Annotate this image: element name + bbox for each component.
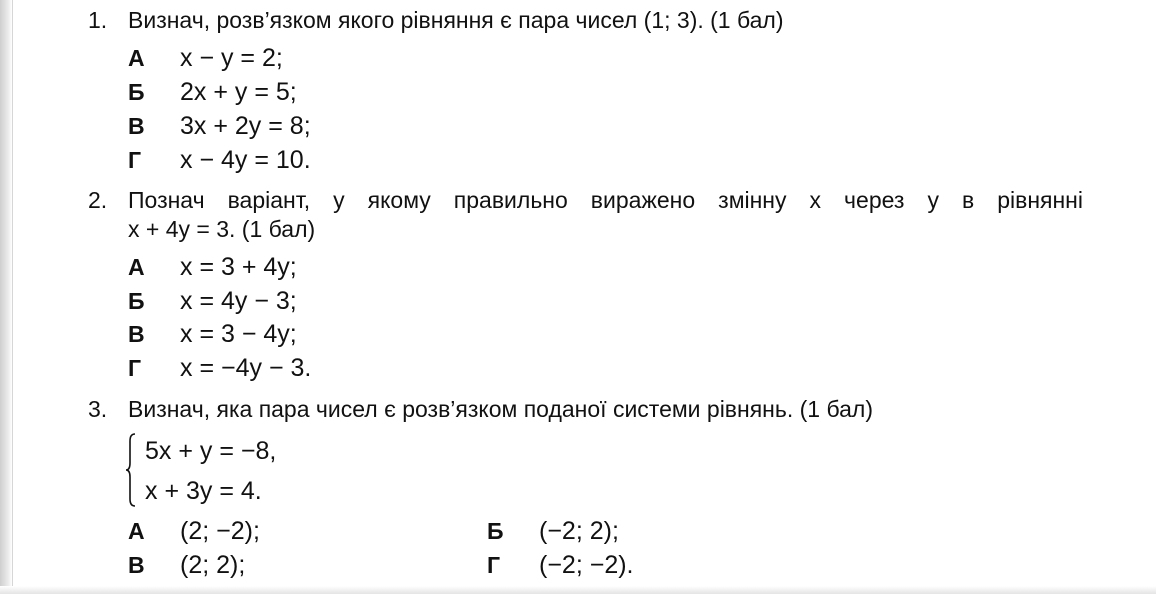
option-letter: Б — [128, 288, 145, 314]
option-text: x = 3 − 4y; — [180, 320, 297, 348]
option-text: (2; 2); — [180, 551, 246, 579]
option-text: 2x + y = 5; — [180, 78, 297, 106]
option-text: x = 3 + 4y; — [180, 253, 297, 281]
option-letter: В — [128, 113, 145, 139]
question-1-prompt: Визнач, розв’язком якого рівняння є пара чисел (1; 3). (1 бал) — [128, 7, 784, 33]
option-letter: А — [128, 518, 145, 544]
option-letter: А — [128, 254, 145, 280]
page-gutter-line — [12, 0, 13, 594]
question-2-heading — [88, 185, 1083, 215]
question-3-heading — [88, 394, 873, 424]
question-1-number: 1. — [88, 7, 108, 33]
option-letter: А — [128, 45, 145, 71]
question-1-heading — [88, 5, 784, 35]
option-letter: В — [128, 321, 145, 347]
option-text: 3x + 2y = 8; — [180, 112, 311, 140]
option-text: (−2; 2); — [539, 517, 619, 545]
option-letter: Б — [128, 79, 145, 105]
option-letter: Б — [487, 518, 504, 544]
option-text: x − y = 2; — [180, 44, 283, 72]
option-text: x = 4y − 3; — [180, 287, 297, 315]
option-text: x − 4y = 10. — [180, 146, 311, 174]
question-2-number: 2. — [88, 187, 108, 213]
option-text: (2; −2); — [180, 517, 260, 545]
option-text: (−2; −2). — [539, 551, 634, 579]
option-letter: Г — [128, 355, 142, 381]
page-gutter-shadow — [0, 0, 12, 594]
option-letter: В — [128, 552, 145, 578]
option-letter: Г — [128, 147, 142, 173]
system-equation-1: 5x + y = −8, — [145, 437, 277, 465]
question-3-number: 3. — [88, 396, 108, 422]
system-brace-icon — [126, 433, 136, 507]
option-text: x = −4y − 3. — [180, 354, 312, 382]
question-2-prompt-line2: x + 4y = 3. (1 бал) — [128, 216, 316, 242]
option-letter: Г — [487, 552, 501, 578]
system-equation-2: x + 3y = 4. — [145, 477, 262, 505]
question-2-prompt-line1: Познач варіант, у якому правильно виражено змінну x через y в рівнянні — [128, 187, 1083, 213]
page-bottom-shadow — [0, 586, 1156, 594]
question-3-prompt: Визнач, яка пара чисел є розв’язком поданої системи рівнянь. (1 бал) — [128, 396, 874, 422]
